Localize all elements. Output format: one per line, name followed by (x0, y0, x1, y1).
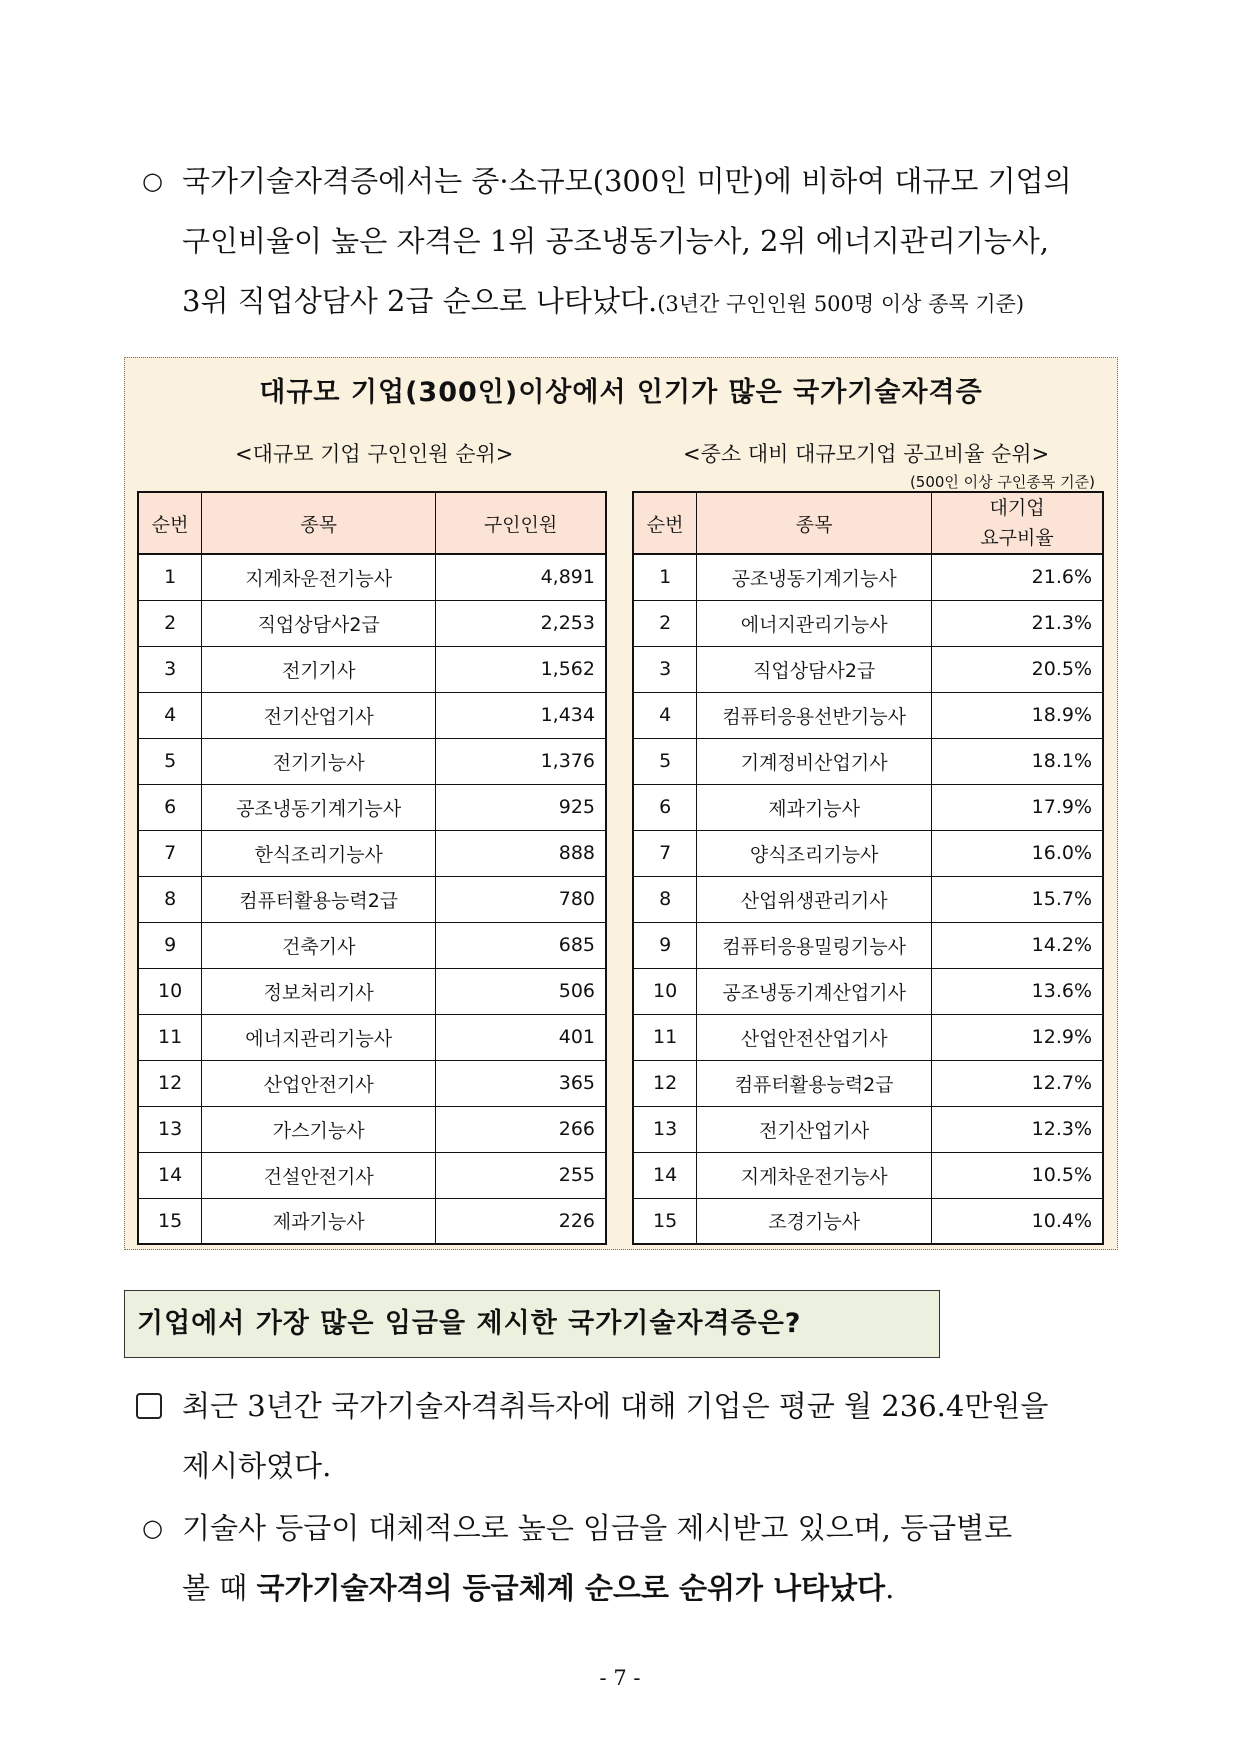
detail-line-2-pre: 볼 때 (182, 1571, 257, 1605)
value-cell: 10.5% (932, 1152, 1103, 1198)
detail-line-2-post: . (885, 1571, 895, 1605)
item-cell: 제과기능사 (202, 1198, 436, 1244)
item-cell: 전기산업기사 (202, 692, 436, 738)
rank-cell: 5 (633, 738, 697, 784)
table-row (633, 876, 1103, 922)
item-cell: 공조냉동기계산업기사 (697, 968, 932, 1014)
item-cell: 컴퓨터활용능력2급 (202, 876, 436, 922)
large-company-ratio-table (632, 491, 1104, 1245)
value-cell: 266 (436, 1106, 606, 1152)
large-company-hiring-table (137, 491, 607, 1245)
table-row (633, 1198, 1103, 1244)
header-item: 종목 (697, 492, 932, 554)
rank-cell: 8 (633, 876, 697, 922)
table-row (633, 738, 1103, 784)
item-cell: 산업위생관리기사 (697, 876, 932, 922)
table-row (138, 1152, 606, 1198)
checkbox-square-icon (136, 1393, 162, 1419)
value-cell: 365 (436, 1060, 606, 1106)
item-cell: 직업상담사2급 (202, 600, 436, 646)
rank-cell: 4 (138, 692, 202, 738)
intro-bullet: ○ (142, 167, 163, 195)
value-cell: 2,253 (436, 600, 606, 646)
value-cell: 685 (436, 922, 606, 968)
item-cell: 양식조리기능사 (697, 830, 932, 876)
intro-line-3-text: 3위 직업상담사 2급 순으로 나타났다. (182, 284, 658, 318)
table-row (138, 876, 606, 922)
item-cell: 직업상담사2급 (697, 646, 932, 692)
header-rank: 순번 (633, 492, 697, 554)
table-row (633, 1060, 1103, 1106)
rank-cell: 14 (633, 1152, 697, 1198)
table-row (633, 646, 1103, 692)
right-table-title: <중소 대비 대규모기업 공고비율 순위> (683, 442, 1050, 466)
table-header-row (138, 492, 606, 554)
question-heading: 기업에서 가장 많은 임금을 제시한 국가기술자격증은? (124, 1290, 940, 1358)
table-row (138, 646, 606, 692)
rank-cell: 11 (633, 1014, 697, 1060)
table-row (138, 1014, 606, 1060)
item-cell: 에너지관리기능사 (202, 1014, 436, 1060)
table-header-row (633, 492, 1103, 554)
table-row (138, 1198, 606, 1244)
table-row (633, 968, 1103, 1014)
rank-cell: 9 (138, 922, 202, 968)
figure-title: 대규모 기업(300인)이상에서 인기가 많은 국가기술자격증 (259, 377, 983, 408)
rank-cell: 9 (633, 922, 697, 968)
table-row (138, 830, 606, 876)
table-row (633, 1014, 1103, 1060)
table-row (633, 1106, 1103, 1152)
table-row (633, 692, 1103, 738)
intro-line-3 (182, 283, 1024, 322)
item-cell: 지게차운전기능사 (697, 1152, 932, 1198)
rank-cell: 11 (138, 1014, 202, 1060)
detail-line-2-bold: 국가기술자격의 등급체계 순으로 순위가 나타났다 (256, 1571, 886, 1605)
value-cell: 888 (436, 830, 606, 876)
item-cell: 산업안전산업기사 (697, 1014, 932, 1060)
value-cell: 401 (436, 1014, 606, 1060)
item-cell: 기계정비산업기사 (697, 738, 932, 784)
rank-cell: 15 (138, 1198, 202, 1244)
rank-cell: 5 (138, 738, 202, 784)
header-hires: 구인인원 (436, 492, 606, 554)
table-row (633, 554, 1103, 600)
table-row (138, 1060, 606, 1106)
summary-line-1: 최근 3년간 국가기술자격취득자에 대해 기업은 평균 월 236.4만원을 (182, 1389, 1049, 1423)
value-cell: 12.3% (932, 1106, 1103, 1152)
item-cell: 조경기능사 (697, 1198, 932, 1244)
table-row (633, 922, 1103, 968)
header-ratio (932, 492, 1103, 554)
page-number: - 7 - (599, 1666, 641, 1690)
table-row (138, 692, 606, 738)
header-ratio-line-1: 대기업 (989, 497, 1045, 519)
value-cell: 780 (436, 876, 606, 922)
header-item: 종목 (202, 492, 436, 554)
value-cell: 17.9% (932, 784, 1103, 830)
rank-cell: 7 (633, 830, 697, 876)
item-cell: 컴퓨터활용능력2급 (697, 1060, 932, 1106)
intro-line-2: 구인비율이 높은 자격은 1위 공조냉동기능사, 2위 에너지관리기능사, (182, 224, 1050, 258)
intro-line-3-note: (3년간 구인인원 500명 이상 종목 기준) (657, 292, 1025, 316)
rank-cell: 6 (138, 784, 202, 830)
value-cell: 506 (436, 968, 606, 1014)
value-cell: 21.6% (932, 554, 1103, 600)
rank-cell: 8 (138, 876, 202, 922)
rank-cell: 2 (138, 600, 202, 646)
value-cell: 12.7% (932, 1060, 1103, 1106)
rank-cell: 14 (138, 1152, 202, 1198)
value-cell: 4,891 (436, 554, 606, 600)
rank-cell: 6 (633, 784, 697, 830)
item-cell: 지게차운전기능사 (202, 554, 436, 600)
item-cell: 제과기능사 (697, 784, 932, 830)
value-cell: 18.1% (932, 738, 1103, 784)
value-cell: 20.5% (932, 646, 1103, 692)
item-cell: 컴퓨터응용선반기능사 (697, 692, 932, 738)
table-row (138, 600, 606, 646)
value-cell: 12.9% (932, 1014, 1103, 1060)
header-ratio-line-2: 요구비율 (980, 527, 1054, 549)
ranking-figure (124, 357, 1118, 1250)
value-cell: 1,434 (436, 692, 606, 738)
item-cell: 컴퓨터응용밀링기능사 (697, 922, 932, 968)
table-row (138, 1106, 606, 1152)
item-cell: 건축기사 (202, 922, 436, 968)
item-cell: 가스기능사 (202, 1106, 436, 1152)
rank-cell: 15 (633, 1198, 697, 1244)
detail-line-2 (182, 1570, 894, 1606)
rank-cell: 3 (633, 646, 697, 692)
table-row (633, 830, 1103, 876)
rank-cell: 1 (633, 554, 697, 600)
rank-cell: 4 (633, 692, 697, 738)
value-cell: 1,376 (436, 738, 606, 784)
detail-line-1: 기술사 등급이 대체적으로 높은 임금을 제시받고 있으며, 등급별로 (182, 1511, 1013, 1545)
item-cell: 전기산업기사 (697, 1106, 932, 1152)
detail-bullet: ○ (142, 1514, 163, 1542)
value-cell: 15.7% (932, 876, 1103, 922)
value-cell: 13.6% (932, 968, 1103, 1014)
item-cell: 정보처리기사 (202, 968, 436, 1014)
item-cell: 에너지관리기능사 (697, 600, 932, 646)
table-row (138, 784, 606, 830)
value-cell: 16.0% (932, 830, 1103, 876)
rank-cell: 12 (138, 1060, 202, 1106)
value-cell: 10.4% (932, 1198, 1103, 1244)
item-cell: 전기기사 (202, 646, 436, 692)
header-rank: 순번 (138, 492, 202, 554)
value-cell: 1,562 (436, 646, 606, 692)
right-table-note: (500인 이상 구인종목 기준) (909, 473, 1095, 491)
table-row (138, 968, 606, 1014)
table-row (633, 784, 1103, 830)
item-cell: 건설안전기사 (202, 1152, 436, 1198)
value-cell: 255 (436, 1152, 606, 1198)
table-row (633, 600, 1103, 646)
item-cell: 산업안전기사 (202, 1060, 436, 1106)
summary-line-2: 제시하였다. (182, 1449, 332, 1483)
item-cell: 공조냉동기계기능사 (697, 554, 932, 600)
item-cell: 공조냉동기계기능사 (202, 784, 436, 830)
rank-cell: 3 (138, 646, 202, 692)
value-cell: 226 (436, 1198, 606, 1244)
value-cell: 18.9% (932, 692, 1103, 738)
rank-cell: 2 (633, 600, 697, 646)
value-cell: 14.2% (932, 922, 1103, 968)
item-cell: 전기기능사 (202, 738, 436, 784)
rank-cell: 13 (633, 1106, 697, 1152)
item-cell: 한식조리기능사 (202, 830, 436, 876)
table-row (633, 1152, 1103, 1198)
left-table-title: <대규모 기업 구인인원 순위> (235, 442, 514, 466)
rank-cell: 7 (138, 830, 202, 876)
value-cell: 925 (436, 784, 606, 830)
rank-cell: 1 (138, 554, 202, 600)
table-row (138, 554, 606, 600)
rank-cell: 10 (633, 968, 697, 1014)
rank-cell: 12 (633, 1060, 697, 1106)
rank-cell: 10 (138, 968, 202, 1014)
table-row (138, 738, 606, 784)
value-cell: 21.3% (932, 600, 1103, 646)
rank-cell: 13 (138, 1106, 202, 1152)
table-row (138, 922, 606, 968)
intro-line-1: 국가기술자격증에서는 중·소규모(300인 미만)에 비하여 대규모 기업의 (182, 164, 1072, 198)
